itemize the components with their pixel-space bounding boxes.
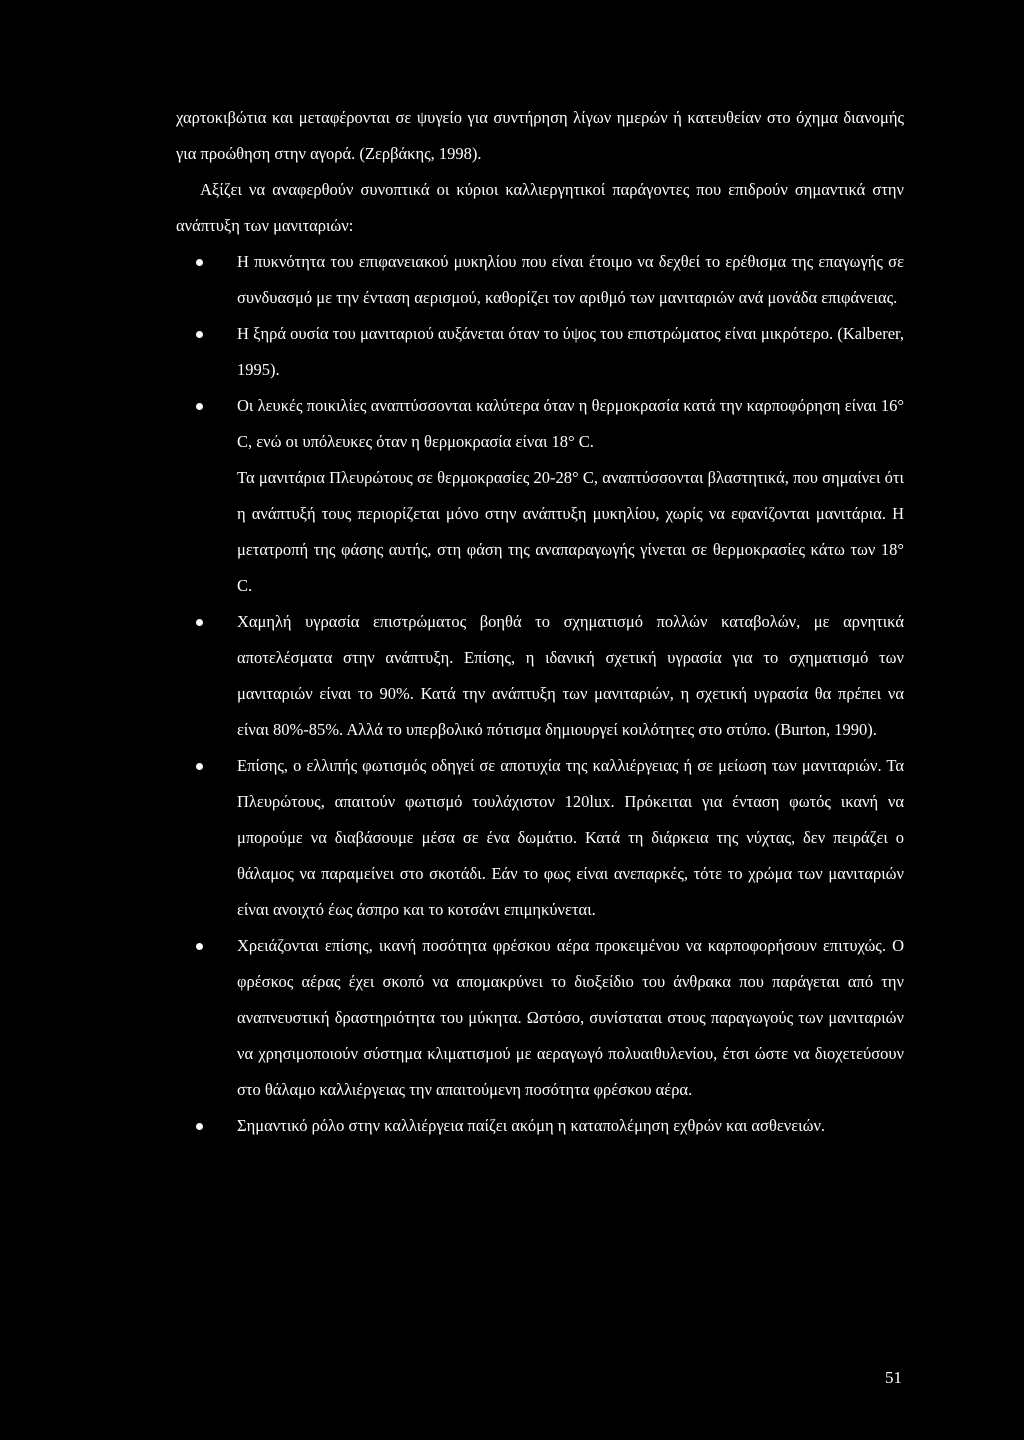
bullet-icon (196, 763, 203, 770)
list-item-text: Η πυκνότητα του επιφανειακού μυκηλίου που είναι έτοιμο να δεχθεί το ερέθισμα της επαγωγής σε συνδυασμό με την ένταση αερισμού, καθορίζει τον αριθμό των μανιταριών ανά μονάδα επιφάνειας. (237, 252, 904, 307)
list-item (176, 604, 904, 748)
list-item-text: Σημαντικό ρόλο στην καλλιέργεια παίζει ακόμη η καταπολέμηση εχθρών και ασθενειών. (237, 1116, 826, 1135)
list-item (176, 748, 904, 928)
list-item-text: Χαμηλή υγρασία επιστρώματος βοηθά το σχηματισμό πολλών καταβολών, με αρνητικά αποτελέσματα στην ανάπτυξη. Επίσης, η ιδανική σχετική υγρασία για το σχηματισμό των μανιταριών είναι το 90%. Κατά την ανάπτυξη των μανιταριών, η σχετική υγρασία θα πρέπει να είναι 80%-85%. Αλλά το υπερβολικό πότισμα δημιουργεί κοιλότητες στο στύπο. (Burton, 1990). (237, 612, 904, 739)
list-item (176, 928, 904, 1108)
intro-paragraph: χαρτοκιβώτια και μεταφέρονται σε ψυγείο για συντήρηση λίγων ημερών ή κατευθείαν στο όχημα διανομής για προώθηση στην αγορά. (Ζερβάκης, 1998). (176, 108, 904, 163)
list-item-text: Επίσης, ο ελλιπής φωτισμός οδηγεί σε αποτυχία της καλλιέργειας ή σε μείωση των μανιταριών. Τα Πλευρώτους, απαιτούν φωτισμό τουλάχιστον 120lux. Πρόκειται για ένταση φωτός ικανή να μπορούμε να διαβάσουμε μέσα σε ένα δωμάτιο. Κατά τη διάρκεια της νύχτας, δεν πειράζει ο θάλαμος να παραμείνει στο σκοτάδι. Εάν το φως είναι ανεπαρκές, τότε το χρώμα των μανιταριών είναι ανοιχτό έως άσπρο και το κοτσάνι επιμηκύνεται. (237, 756, 904, 919)
bullet-icon (196, 619, 203, 626)
bullet-icon (196, 943, 203, 950)
list-item-text: Οι λευκές ποικιλίες αναπτύσσονται καλύτερα όταν η θερμοκρασία κατά την καρποφόρηση είναι 16° C, ενώ οι υπόλευκες όταν η θερμοκρασία είναι 18° C. (237, 396, 904, 451)
factors-list (176, 244, 904, 1144)
bullet-icon (196, 259, 203, 266)
list-item-text: Η ξηρά ουσία του μανιταριού αυξάνεται όταν το ύψος του επιστρώματος είναι μικρότερο. (Kalberer, 1995). (237, 324, 904, 379)
list-item-text: Τα μανιτάρια Πλευρώτους σε θερμοκρασίες 20-28° C, αναπτύσσονται βλαστητικά, που σημαίνει ότι η ανάπτυξή τους περιορίζεται μόνο στην ανάπτυξη μυκηλίου, χωρίς να εφανίζονται μανιτάρια. Η μετατροπή της φάσης αυτής, στη φάση της αναπαραγωγής γίνεται σε θερμοκρασίες κάτω των 18° C. (237, 468, 904, 595)
bullet-icon (196, 403, 203, 410)
page-body (176, 100, 904, 1144)
list-item (176, 1108, 904, 1144)
bullet-icon (196, 1123, 203, 1130)
list-item (176, 316, 904, 388)
list-item (176, 388, 904, 604)
lead-paragraph: Αξίζει να αναφερθούν συνοπτικά οι κύριοι καλλιεργητικοί παράγοντες που επιδρούν σημαντικά στην ανάπτυξη των μανιταριών: (176, 180, 904, 235)
bullet-icon (196, 331, 203, 338)
list-item (176, 244, 904, 316)
page-number: 51 (885, 1368, 902, 1387)
list-item-text: Χρειάζονται επίσης, ικανή ποσότητα φρέσκου αέρα προκειμένου να καρποφορήσουν επιτυχώς. Ο φρέσκος αέρας έχει σκοπό να απομακρύνει το διοξείδιο του άνθρακα που παράγεται από την αναπνευστική δραστηριότητα του μύκητα. Ωστόσο, συνίσταται στους παραγωγούς των μανιταριών να χρησιμοποιούν σύστημα κλιματισμού με αεραγωγό πολυαιθυλενίου, έτσι ώστε να διοχετεύσουν στο θάλαμο καλλιέργειας την απαιτούμενη ποσότητα φρέσκου αέρα. (237, 936, 904, 1099)
